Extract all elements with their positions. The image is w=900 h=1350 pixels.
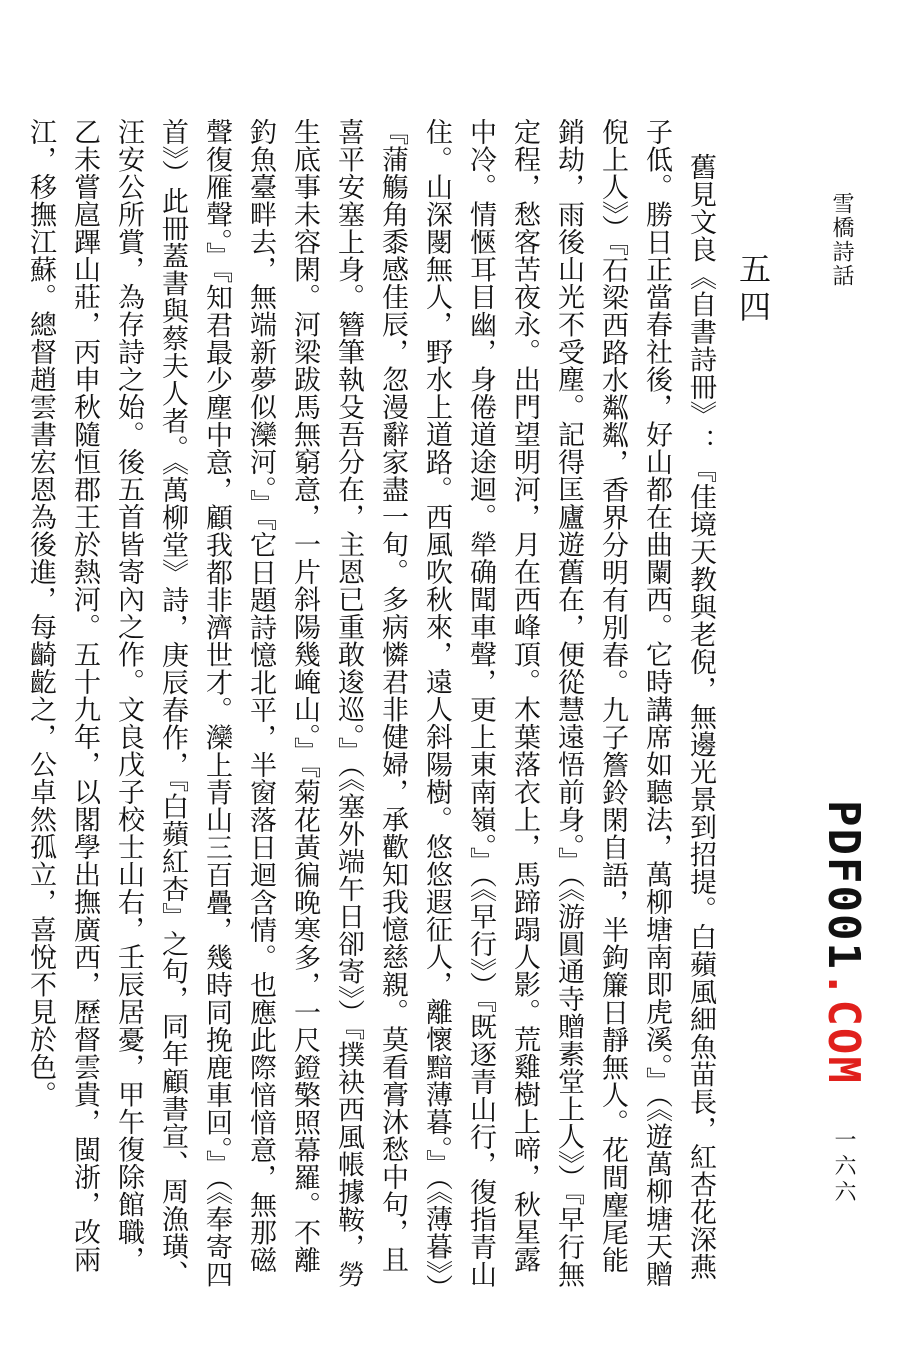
watermark	[818, 800, 869, 1085]
body-text	[25, 118, 722, 1298]
paragraph: 舊見文良《自書詩冊》：『佳境天教與老倪，無邊光景到招提。白蘋風細魚苗長，紅杏花深燕子低。勝日正當春社後，好山都在曲闌西。它時講席如聽法，萬柳塘南即虎溪。』（《遊萬柳塘天贈倪上人》）『石梁西路水粼粼，香界分明有別春。九子簷鈴閑自語，半鉤簾日靜無人。花間麈尾能銷劫，雨後山光不受塵。記得匡廬遊舊在，便從慧遠悟前身。』（《游圓通寺贈素堂上人》）『早行無定程，愁客苦夜永。出門望明河，月在西峰頂。木葉落衣上，馬蹄蹋人影。荒雞樹上啼，秋星露中冷。情愜耳目幽，身倦道途迴。犖确聞車聲，更上東南嶺。』（《早行》）『既逐青山行，復指青山住。山深閿無人，野水上道路。西風吹秋來，遠人斜陽樹。悠悠遐征人，離懷黯薄暮。』（《薄暮》）『蒲觴角黍感佳辰，忽漫辭家盡一旬。多病憐君非健婦，承歡知我憶慈親。莫看膏沐愁中句，且喜平安塞上身。簪筆執殳吾分在，主恩已重敢逡巡。』（《塞外端午日卻寄》）『撲袂西風帳據鞍，勞生底事未容閑。河梁跋馬無窮意，一片斜陽幾崦山。』『菊花黃徧晚寒多，一尺鐙檠照幕羅。不離釣魚臺畔去，無端新夢似灤河。』『它日題詩憶北平，半窗落日迴含情。也應此際愔愔意，無那磁聲復雁聲。』『知君最少塵中意，顧我都非濟世才。灤上青山三百疊，幾時同挽鹿車回。』（《奉寄四首》）此冊蓋書與蔡夫人者。《萬柳堂》詩，庚辰春作，『白蘋紅杏』之句，同年顧書宣、周漁璜、汪安公所賞，為存詩之始。後五首皆寄內之作。文良戊子校士山右，壬辰居憂，甲午復除館職，乙未嘗扈蹕山莊，丙申秋隨恒郡王於熱河。五十九年，以閣學出撫廣西，歷督雲貴，閩浙，改兩江，移撫江蘇。總督趙雲書宏恩為後進，每齮齕之，公卓然孤立，喜悅不見於色。	[25, 118, 716, 1288]
watermark-part-2: .COM	[818, 970, 869, 1085]
watermark-part-1: PDF001	[818, 800, 869, 971]
page-number: 一六六	[831, 1128, 856, 1206]
section-number: 五四	[734, 252, 772, 328]
running-header-title: 雪橋詩話	[829, 192, 854, 288]
